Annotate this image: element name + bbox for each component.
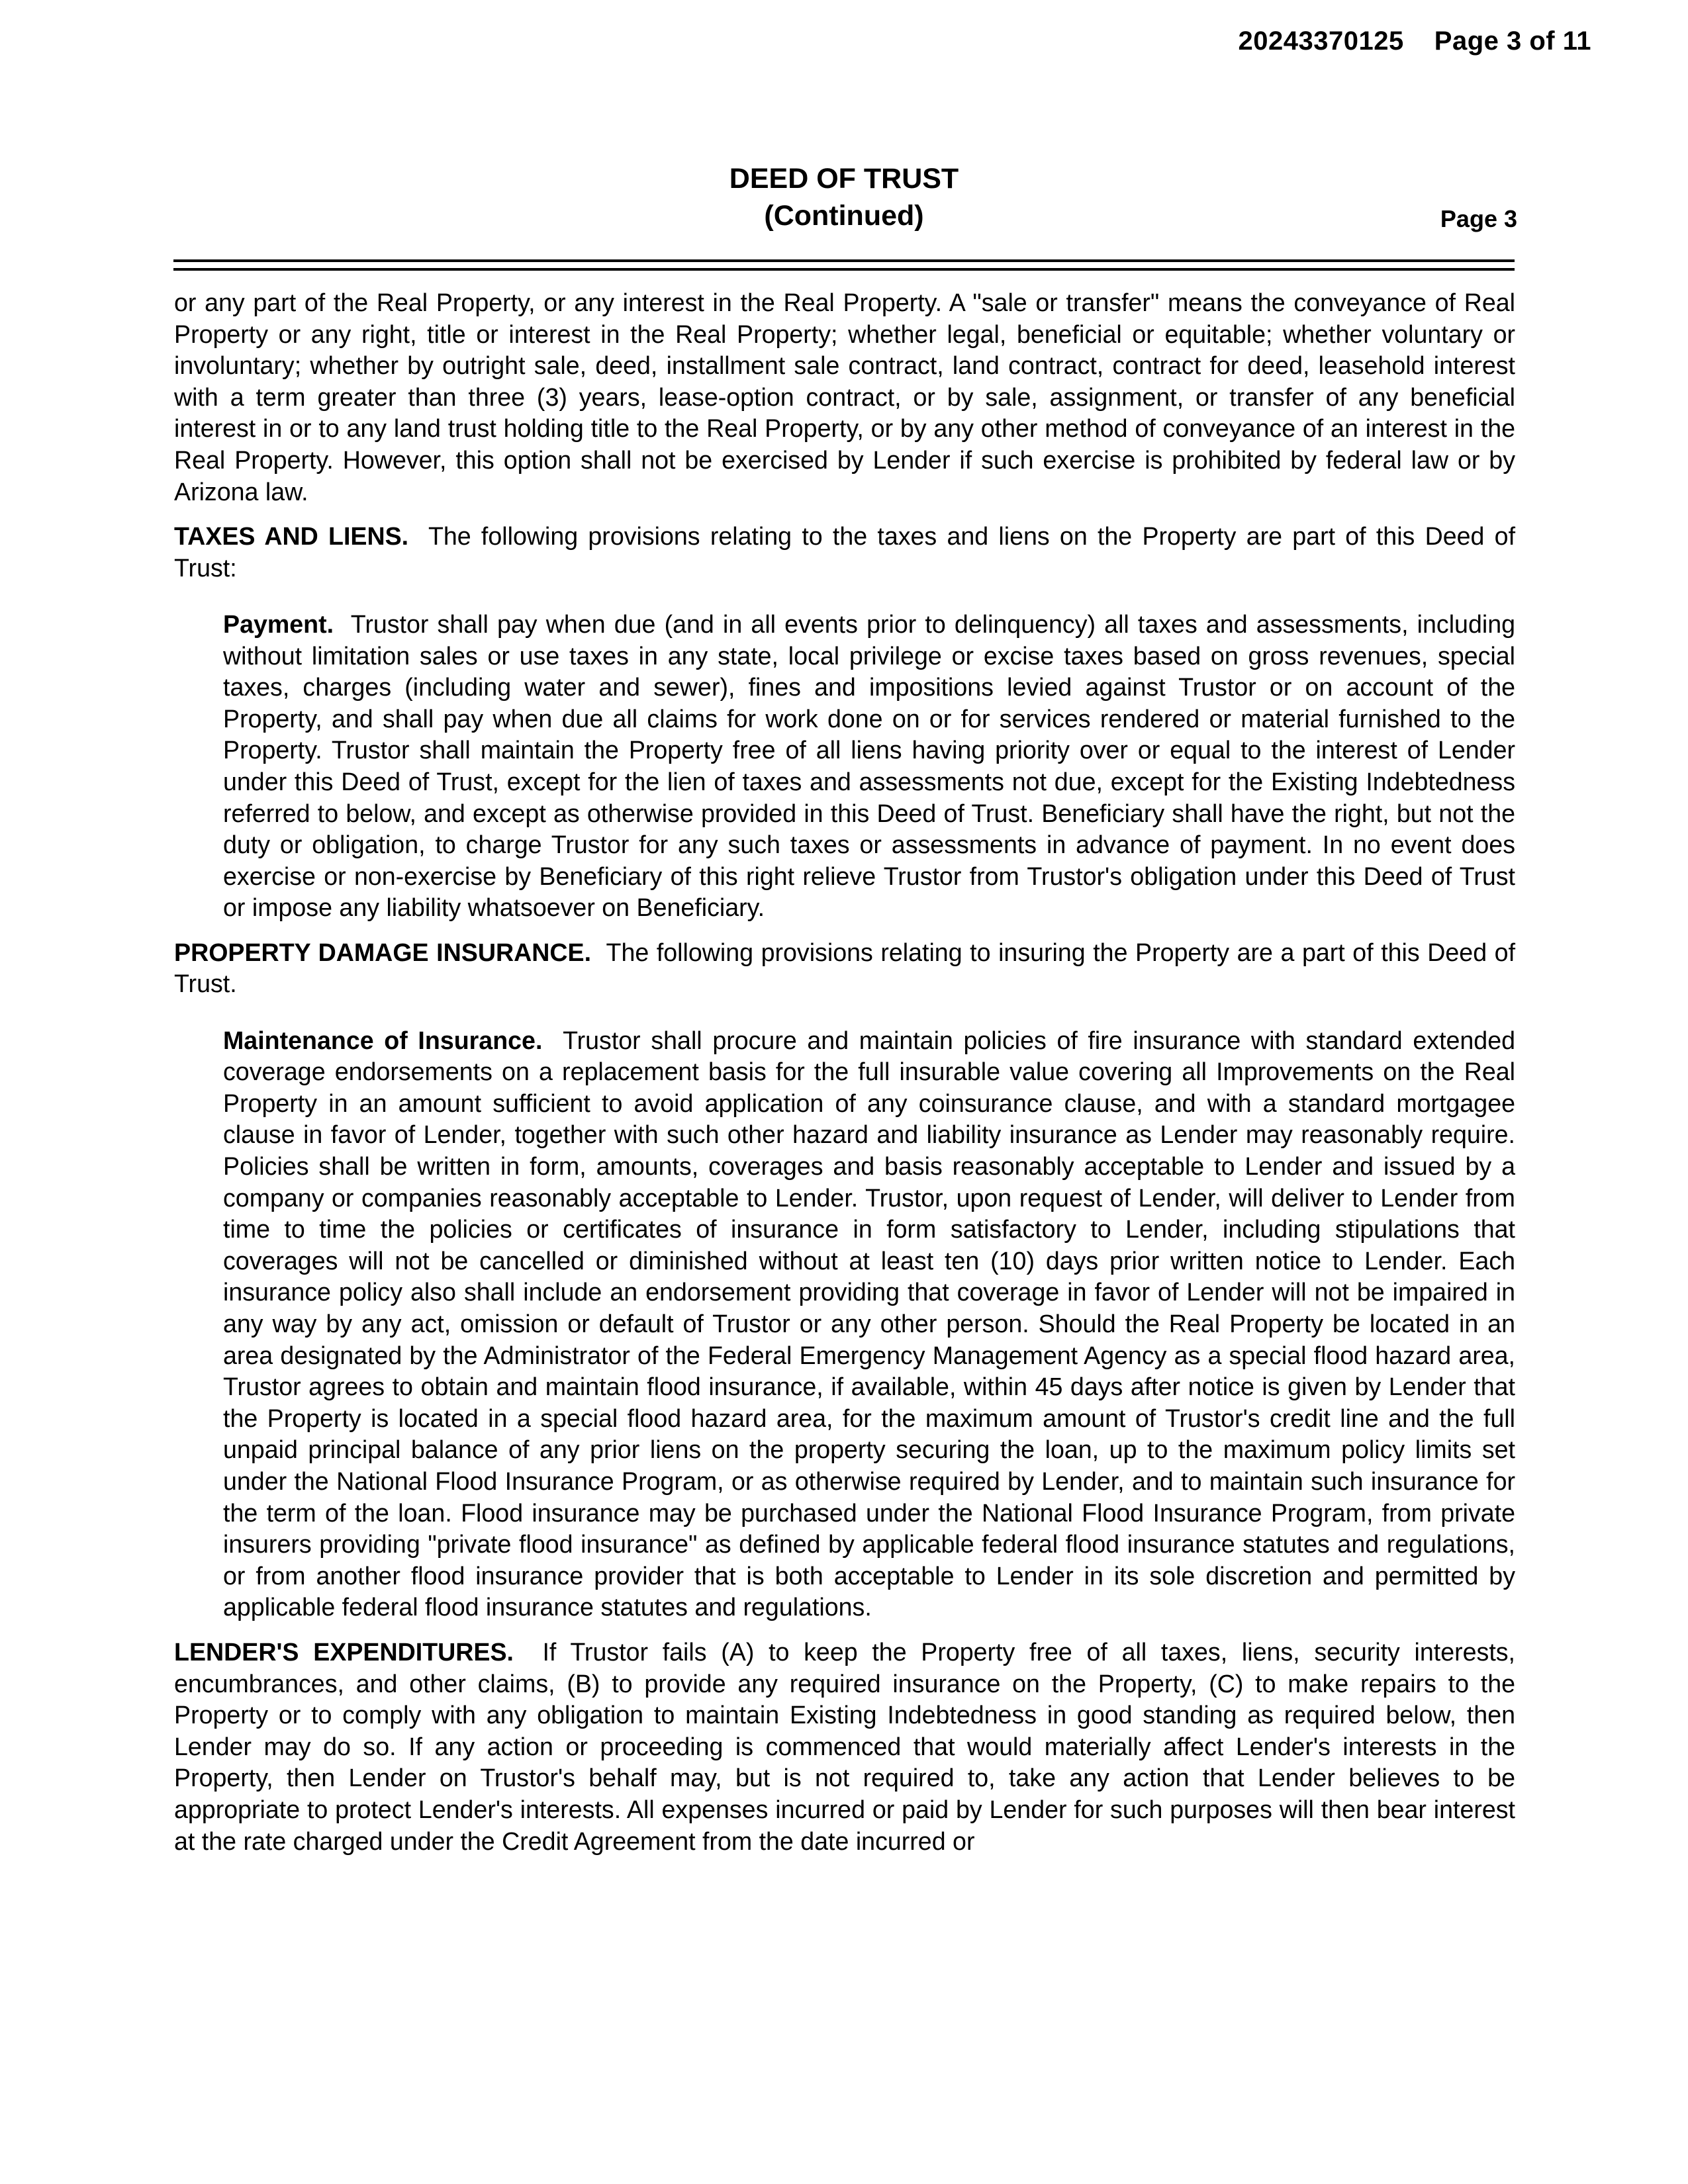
paragraph-sale-or-transfer: or any part of the Real Property, or any interest in the Real Property. A "sale or transfer" means the conveyance of Real Property or any right, title or interest in the Real Property; whether legal, beneficial or equitable; whether voluntary or involuntary; whether by outright sale, deed, installment sale contract, land contract, contract for deed, leasehold interest with a term greater than three (3) years, lease-option contract, or by sale, assignment, or transfer of any beneficial interest in or to any land trust holding title to the Real Property, or by any other method of conveyance of an interest in the Real Property. However, this option shall not be exercised by Lender if such exercise is prohibited by federal law or by Arizona law.: [174, 289, 1515, 506]
subsection-payment: [223, 609, 1515, 924]
subsection-heading: Payment.: [223, 610, 334, 638]
section-property-damage-insurance: [174, 937, 1515, 1000]
recording-page-count: Page 3 of 11: [1434, 26, 1591, 56]
section-heading: LENDER'S EXPENDITURES.: [174, 1637, 514, 1666]
recording-info: [1239, 26, 1591, 56]
document-subtitle: (Continued): [764, 200, 924, 232]
section-lenders-expenditures: [174, 1637, 1515, 1857]
header-rule-bottom: [173, 268, 1515, 271]
subsection-maintenance-of-insurance: [223, 1025, 1515, 1623]
document-title: DEED OF TRUST: [729, 163, 959, 195]
section-text: The following provisions relating to the taxes and liens on the Property are part of this Deed of Trust:: [174, 522, 1516, 582]
recording-number: 20243370125: [1238, 26, 1404, 56]
section-text: The following provisions relating to insuring the Property are a part of this Deed of Trust.: [174, 938, 1516, 998]
header-rule-top: [173, 259, 1515, 262]
subsection-text: Trustor shall pay when due (and in all events prior to delinquency) all taxes and assessments, including without limitation sales or use taxes in any state, local privilege or excise taxes based on gross revenues, special taxes, charges (including water and sewer), fines and impositions levied against Trustor or on account of the Property, and shall pay when due all claims for work done on or for services rendered or material furnished to the Property. Trustor shall maintain the Property free of all liens having priority over or equal to the interest of Lender under this Deed of Trust, except for the lien of taxes and assessments not due, except for the Existing Indebtedness referred to below, and except as otherwise provided in this Deed of Trust. Beneficiary shall have the right, but not the duty or obligation, to charge Trustor for any such taxes or assessments in advance of payment. In no event does exercise or non-exercise by Beneficiary of this right relieve Trustor from Trustor's obligation under this Deed of Trust or impose any liability whatsoever on Beneficiary.: [223, 610, 1516, 922]
subsection-heading: Maintenance of Insurance.: [223, 1026, 543, 1054]
section-text: If Trustor fails (A) to keep the Property free of all taxes, liens, security interests, encumbrances, and other claims, (B) to provide any required insurance on the Property, (C) to make repairs to the Property or to comply with any obligation to maintain Existing Indebtedness in good standing as required below, then Lender may do so. If any action or proceeding is commenced that would materially affect Lender's interests in the Property, then Lender on Trustor's behalf may, but is not required to, take any action that Lender believes to be appropriate to protect Lender's interests. All expenses incurred or paid by Lender for such purposes will then bear interest at the rate charged under the Credit Agreement from the date incurred or: [174, 1637, 1515, 1855]
section-heading: PROPERTY DAMAGE INSURANCE.: [174, 938, 592, 966]
subsection-text: Trustor shall procure and maintain policies of fire insurance with standard extended coverage endorsements on a replacement basis for the full insurable value covering all Improvements on the Real Property in an amount sufficient to avoid application of any coinsurance clause, and with a standard mortgagee clause in favor of Lender, together with such other hazard and liability insurance as Lender may reasonably require. Policies shall be written in form, amounts, coverages and basis reasonably acceptable to Lender and issued by a company or companies reasonably acceptable to Lender. Trustor, upon request of Lender, will deliver to Lender from time to time the policies or certificates of insurance in form satisfactory to Lender, including stipulations that coverages will not be cancelled or diminished without at least ten (10) days prior written notice to Lender. Each insurance policy also shall include an endorsement providing that coverage in favor of Lender will not be impaired in any way by any act, omission or default of Trustor or any other person. Should the Real Property be located in an area designated by the Administrator of the Federal Emergency Management Agency as a special flood hazard area, Trustor agrees to obtain and maintain flood insurance, if available, within 45 days after notice is given by Lender that the Property is located in a special flood hazard area, for the maximum amount of Trustor's credit line and the full unpaid principal balance of any prior liens on the property securing the loan, up to the maximum policy limits set under the National Flood Insurance Program, or as otherwise required by Lender, and to maintain such insurance for the term of the loan. Flood insurance may be purchased under the National Flood Insurance Program, from private insurers providing "private flood insurance" as defined by applicable federal flood insurance statutes and regulations, or from another flood insurance provider that is both acceptable to Lender in its sole discretion and permitted by applicable federal flood insurance statutes and regulations.: [223, 1026, 1516, 1621]
page-label: Page 3: [1440, 205, 1517, 232]
document-title-block: [0, 160, 1688, 234]
document-body: [174, 287, 1515, 1870]
section-heading: TAXES AND LIENS.: [174, 522, 409, 551]
section-taxes-and-liens: [174, 521, 1515, 584]
